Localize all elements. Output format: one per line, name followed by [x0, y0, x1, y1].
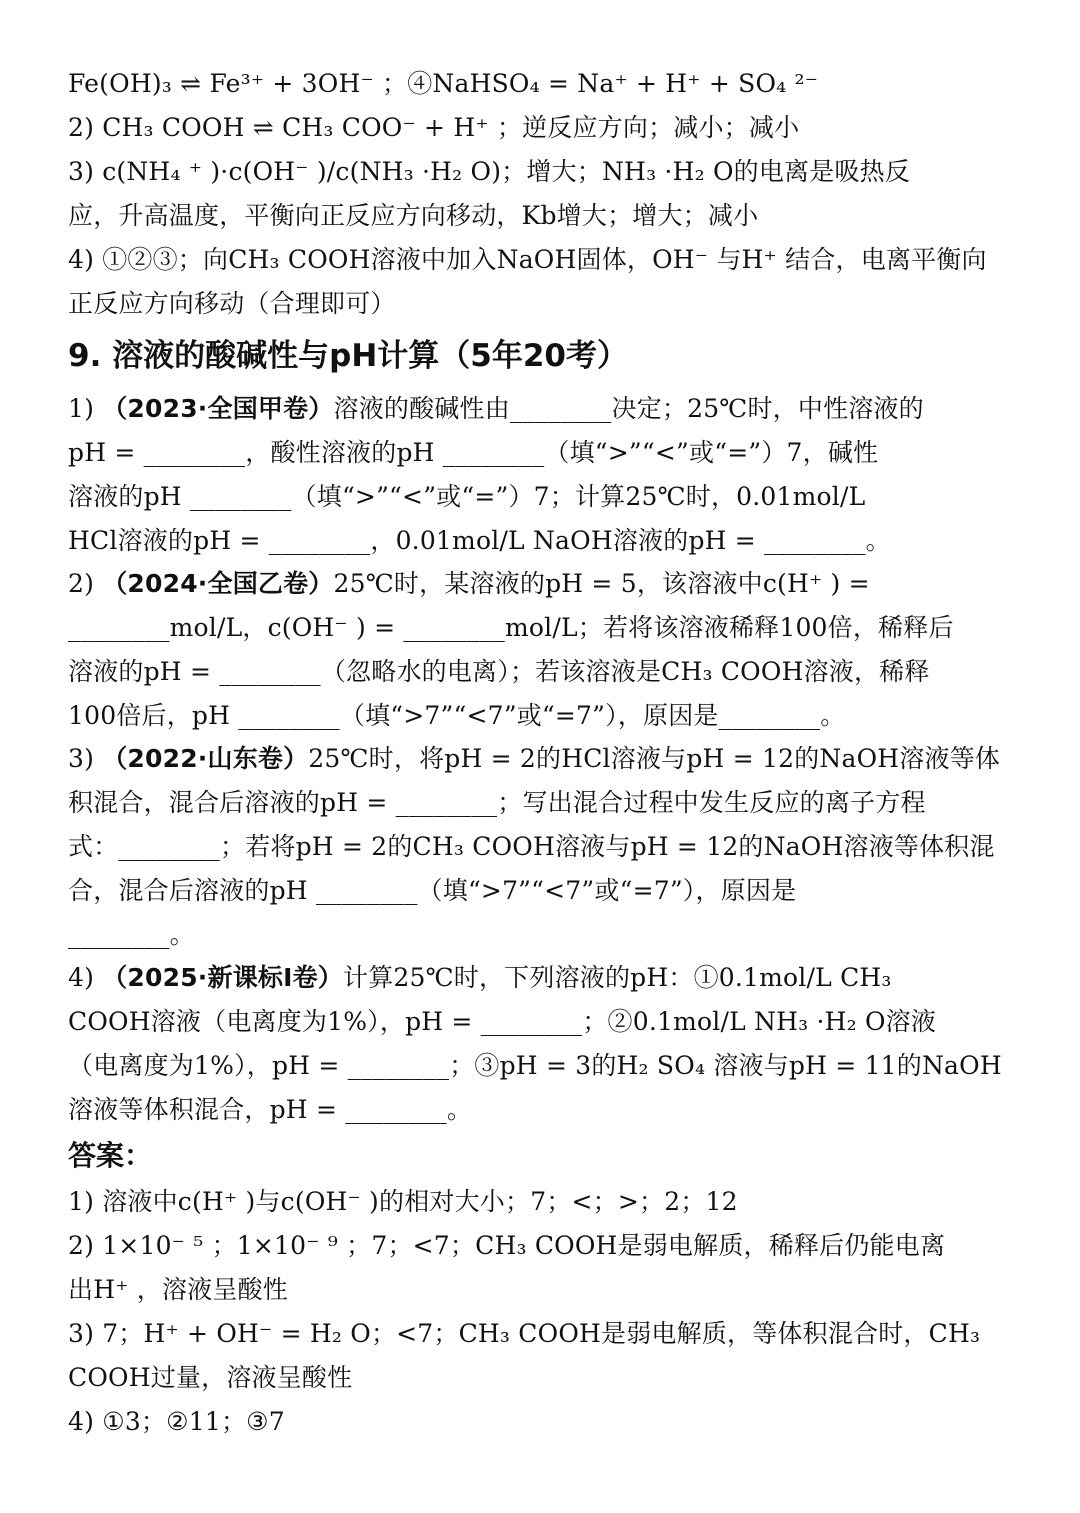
question-1-line-1	[68, 389, 924, 429]
question-source: （2025·新课标Ⅰ卷）	[102, 963, 343, 992]
answer-line: 1) 溶液中c(H⁺ )与c(OH⁻ )的相对大小；7；<；>；2；12	[68, 1187, 738, 1216]
question-source: （2022·山东卷）	[102, 744, 309, 773]
question-number: 3)	[68, 744, 95, 773]
question-text: 溶液的酸碱性由________决定；25℃时，中性溶液的	[333, 394, 924, 423]
answer-line: COOH过量，溶液呈酸性	[68, 1363, 353, 1392]
question-3-line-1	[68, 739, 1000, 779]
answer-line: 出H⁺ ，溶液呈酸性	[68, 1275, 288, 1304]
answer-line: 应，升高温度，平衡向正反应方向移动，Kb增大；增大；减小	[68, 201, 759, 230]
question-source: （2024·全国乙卷）	[102, 569, 334, 598]
question-2-line-2: ________mol/L，c(OH⁻ ) = ________mol/L；若将该溶液稀释100倍，稀释后	[68, 613, 954, 642]
question-4-line-3: （电离度为1%），pH = ________；③pH = 3的H₂ SO₄ 溶液与pH = 11的NaOH	[68, 1051, 1002, 1080]
question-3-line-3: 式：________；若将pH = 2的CH₃ COOH溶液与pH = 12的NaOH溶液等体积混	[68, 832, 995, 861]
question-1-line-2: pH = ________，酸性溶液的pH ________（填“>”“<”或“=”）7，碱性	[68, 438, 879, 467]
question-text: 25℃时，某溶液的pH = 5，该溶液中c(H⁺ ) =	[333, 569, 870, 598]
question-number: 4)	[68, 963, 95, 992]
question-number: 1)	[68, 394, 95, 423]
question-text: 25℃时，将pH = 2的HCl溶液与pH = 12的NaOH溶液等体	[308, 744, 1001, 773]
question-source: （2023·全国甲卷）	[102, 394, 334, 423]
question-4-line-4: 溶液等体积混合，pH = ________。	[68, 1095, 473, 1124]
question-2-line-4: 100倍后，pH ________（填“>7”“<7”或“=7”），原因是________。	[68, 701, 846, 730]
answer-line: 4) ①3；②11；③7	[68, 1407, 285, 1436]
question-1-line-4: HCl溶液的pH = ________，0.01mol/L NaOH溶液的pH = ________。	[68, 526, 891, 555]
question-3-line-4: 合，混合后溶液的pH ________（填“>7”“<7”或“=7”），原因是	[68, 876, 797, 905]
answer-line: 3) c(NH₄ ⁺ )·c(OH⁻ )/c(NH₃ ·H₂ O)；增大；NH₃ ·H₂ O的电离是吸热反	[68, 157, 911, 186]
question-4-line-1	[68, 958, 892, 998]
question-3-line-2: 积混合，混合后溶液的pH = ________；写出混合过程中发生反应的离子方程	[68, 788, 926, 817]
question-2-line-3: 溶液的pH = ________（忽略水的电离）；若该溶液是CH₃ COOH溶液，稀释	[68, 657, 930, 686]
question-text: 计算25℃时，下列溶液的pH：①0.1mol/L CH₃	[343, 963, 892, 992]
answer-line: Fe(OH)₃ ⇌ Fe³⁺ + 3OH⁻ ；④NaHSO₄ = Na⁺ + H⁺ + SO₄ ²⁻	[68, 69, 819, 98]
section-title: 9. 溶液的酸碱性与pH计算（5年20考）	[68, 338, 628, 374]
question-number: 2)	[68, 569, 95, 598]
answer-line: 3) 7；H⁺ + OH⁻ = H₂ O；<7；CH₃ COOH是弱电解质，等体积混合时，CH₃	[68, 1319, 981, 1348]
answer-line: 2) 1×10⁻ ⁵ ；1×10⁻ ⁹ ；7；<7；CH₃ COOH是弱电解质，稀释后仍能电离	[68, 1231, 946, 1260]
answer-heading: 答案：	[68, 1139, 153, 1172]
answer-line: 正反应方向移动（合理即可）	[68, 289, 396, 318]
question-4-line-2: COOH溶液（电离度为1%），pH = ________；②0.1mol/L NH₃ ·H₂ O溶液	[68, 1007, 937, 1036]
question-2-line-1	[68, 564, 870, 604]
question-1-line-3: 溶液的pH ________（填“>”“<”或“=”）7；计算25℃时，0.01mol/L	[68, 482, 866, 511]
question-3-line-5: ________。	[68, 920, 195, 949]
answer-line: 2) CH₃ COOH ⇌ CH₃ COO⁻ + H⁺ ；逆反应方向；减小；减小	[68, 113, 800, 142]
answer-line: 4) ①②③；向CH₃ COOH溶液中加入NaOH固体，OH⁻ 与H⁺ 结合，电离平衡向	[68, 245, 987, 274]
